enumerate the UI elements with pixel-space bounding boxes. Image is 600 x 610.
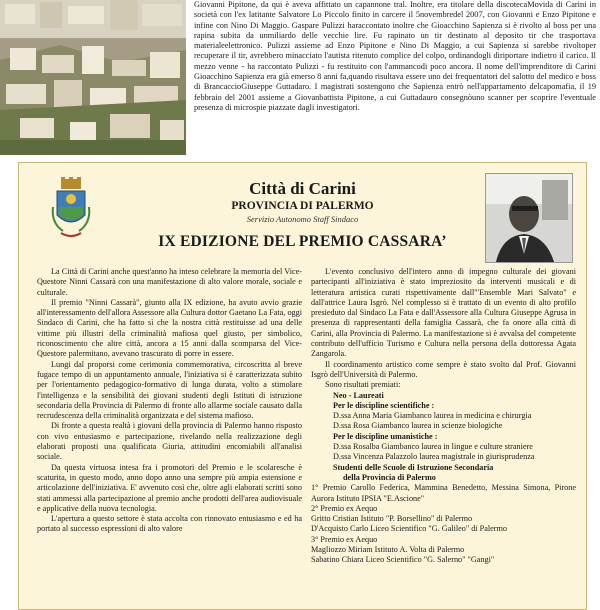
laureati-heading: Neo - Laureati xyxy=(333,390,384,400)
award-entry: 1° Premio Carollo Federica, Mammina Benedetto, Messina Simona, Pirone Aurora Istituto IPSIA "E.Ascione" xyxy=(311,483,576,503)
results-intro: Sono risultati premiati: xyxy=(325,380,401,390)
award-entry: D'Acquisto Carlo Liceo Scientifico "G. Galileo" di Palermo xyxy=(311,524,507,534)
edition-title: IX EDIZIONE DEL PREMIO CASSARA’ xyxy=(158,233,447,250)
award-entry: 3° Premio ex Aequo xyxy=(311,534,378,544)
paragraph: Il coordinamento artistico come sempre è stato svolto dal Prof. Giovanni Isgrò dell'Università di Palermo. xyxy=(311,359,576,379)
text-line: elettronico. Pulizzi assieme ad Enzo Pipitone e Nino Di Maggio, a cui Sapienza si sarebbe rivolto xyxy=(224,41,586,51)
winner-entry: D.ssa Vincenza Palazzolo laurea magistrale in giurisprudenza xyxy=(333,452,535,462)
text-line: del 2007, con Giovanni e Enzo Pipitone e infine con Nino Di Maggio. Gaspare Pulizzi ha xyxy=(194,10,596,30)
text-line: quando risultava essere uno dei frequentatori del salotto del medico e boss di Brancaccio xyxy=(194,72,596,92)
top-article xyxy=(194,0,596,155)
text-line: capomafia, il 19 febbraio del 2001 assieme a Giovanbattista Pipitone, a cui Guttadauro consegnò xyxy=(194,82,596,102)
humanities-heading: Per le discipline umanistiche : xyxy=(333,431,438,441)
paragraph: Il premio "Ninni Cassarà", giunto alla IX edizione, ha avuto avvio grazie all'interessamento dell'allora Assessore alla Cultura dottor Gaetano La Fata, oggi Sindaco di Carini, che ha fatto sì che la nostra città restituisse ad una delle vittime più illustri della criminalità mafiosa quel giusto, per simbolico, riconoscimento che altre città, ancora a 15 anni dalla scomparsa del Vice-Questore palermitano, avevano trascurato di porre in essere. xyxy=(37,297,302,359)
text-line: Giuseppe Guttadaro. I magistrati sostengono che Sapienza entrò nell'appartamento del xyxy=(241,82,540,92)
left-column xyxy=(37,267,302,535)
text-line: miliardo delle vecchie lire. Fu rapinato un tir destinato al deposito tir che trasportava materiale xyxy=(194,30,596,51)
award-entry: Magliozzo Miriam Istituto A. Volta di Palermo xyxy=(311,545,465,555)
text-line: Movida di Carini in società con l'ex latitante Salvatore Lo Piccolo finito in carcere il 5novembre xyxy=(194,0,596,20)
students-heading-province: della Provincia di Palermo xyxy=(343,472,436,482)
paragraph: Lungi dal proporsi come cerimonia commemorativa, circoscritta al breve fugace tempo di un appuntamento annuale, l'iniziativa si è caratterizzata subito per l'orientamento pedagogico-formativo di lunga durata, volto a stimolare l'intelligenza e la sensibilità dei giovani studenti degli Istituti di istruzione secondaria della Provincia di Palermo di fronte allo allarme sociale causato dalla recrudescenza della criminalità organizzata e del sistema mafioso. xyxy=(37,359,302,421)
text-line: per recuperare il tir, avrebbero minacciato l'autista ritenuto complice del colpo, ordinandogli di xyxy=(194,41,596,61)
carini-bulletin xyxy=(18,162,587,610)
paragraph: L'apertura a questo settore è stata accolta con rinnovato entusiasmo e ed ha portato al successo espressioni di alto valore xyxy=(37,514,302,534)
winner-entry: D.ssa Anna Maria Giambanco laurea in medicina e chirurgia xyxy=(333,411,532,421)
award-entry: Sabatino Chiara Liceo Scientifico "G. Salerno" "Gangi" xyxy=(311,555,495,565)
town-photo-illustration xyxy=(0,0,186,155)
text-line: Giovanni Pipitone, da qui è aveva affittato un capannone tral. Inoltre, era titolare della discoteca xyxy=(194,0,528,9)
students-heading: Studenti delle Scuole di Istruzione Secondaria xyxy=(333,462,494,472)
paragraph: L'evento conclusivo dell'intero anno di impegno culturale dei giovani partecipanti all'iniziativa è stato impreziosito da interventi musicali e di letteratura artistica curati rispettivamente dall'"Ensemble Mari Salvato" e dall'attrice Laura Isgrò. Nel complesso si è trattato di un evento di alto profilo presieduto dal Sindaco La Fata e dall'Assessore alla Cultura Giuseppe Agrusa in presenza di rappresentanti della famiglia Cassarà, che fa onore alla città di Carini, alla Provincia di Palermo. La manifestazione si è avvalsa del competente contributo dell'ufficio Turismo e Cultura nella persona della dottoressa Agata Zangarola. xyxy=(311,267,576,359)
text-line: uno scanner per scoprire l'eventuale presenza di microspie piazzate dagli investigatori. xyxy=(194,92,596,112)
paragraph: La Città di Carini anche quest'anno ha inteso celebrare la memoria del Vice- Questore Ninni Cassarà con una manifestazione di alto valore morale, sociale e culturale. xyxy=(37,267,302,297)
award-entry: Gritto Cristian Istituto "P. Borsellino" di Palermo xyxy=(311,514,473,524)
text-line: riportare indietro il carico. Il mezzo venne - ha raccontato Pulizzi - fu restituito con l'ammanco xyxy=(194,51,596,71)
scientific-heading: Per le discipline scientifiche : xyxy=(333,400,435,410)
paragraph: Da questa virtuosa intesa fra i promotori del Premio e le scolaresche è scaturita, in questo modo, anno dopo anno una sempre più ampia estensione e articolazione dell'iniziativa. E' avvenuto così che, oltre agli elaborati scritti sono stati ammessi alla partecipazione al premio anche prodotti dell'area audiovisuale e applicative della nuova tecnologia. xyxy=(37,462,302,513)
award-entry: 2° Premio ex Aequo xyxy=(311,503,378,513)
winner-entry: D.ssa Rosa Giambanco laurea in scienze biologiche xyxy=(333,421,503,431)
aerial-town-photo xyxy=(0,0,186,155)
winner-entry: D.ssa Rosalba Giambanco laurea in lingue e culture straniere xyxy=(333,442,533,452)
service-subtitle: Servizio Autonomo Staff Sindaco xyxy=(246,214,359,224)
right-column xyxy=(311,267,576,566)
paragraph: Di fronte a questa realtà i giovani della provincia di Palermo hanno risposto con vivo entusiasmo e partecipazione, rivelando nella realizzazione degli elaborati proposti una qualificata Giuria, attitudini encomiabili all'analisi sociale. xyxy=(37,421,302,462)
province-title: PROVINCIA DI PALERMO xyxy=(231,200,374,212)
text-line: di poco ancora. Il nome dell'imprenditore di Carini Gioacchino Sapienza era già emerso 8 anni fa, xyxy=(194,61,596,82)
text-line: raccontato inoltre che Gioacchino Sapienza si è rivolto al boss per una rapina subita da un xyxy=(194,20,596,40)
city-title: Città di Carini xyxy=(249,179,356,198)
